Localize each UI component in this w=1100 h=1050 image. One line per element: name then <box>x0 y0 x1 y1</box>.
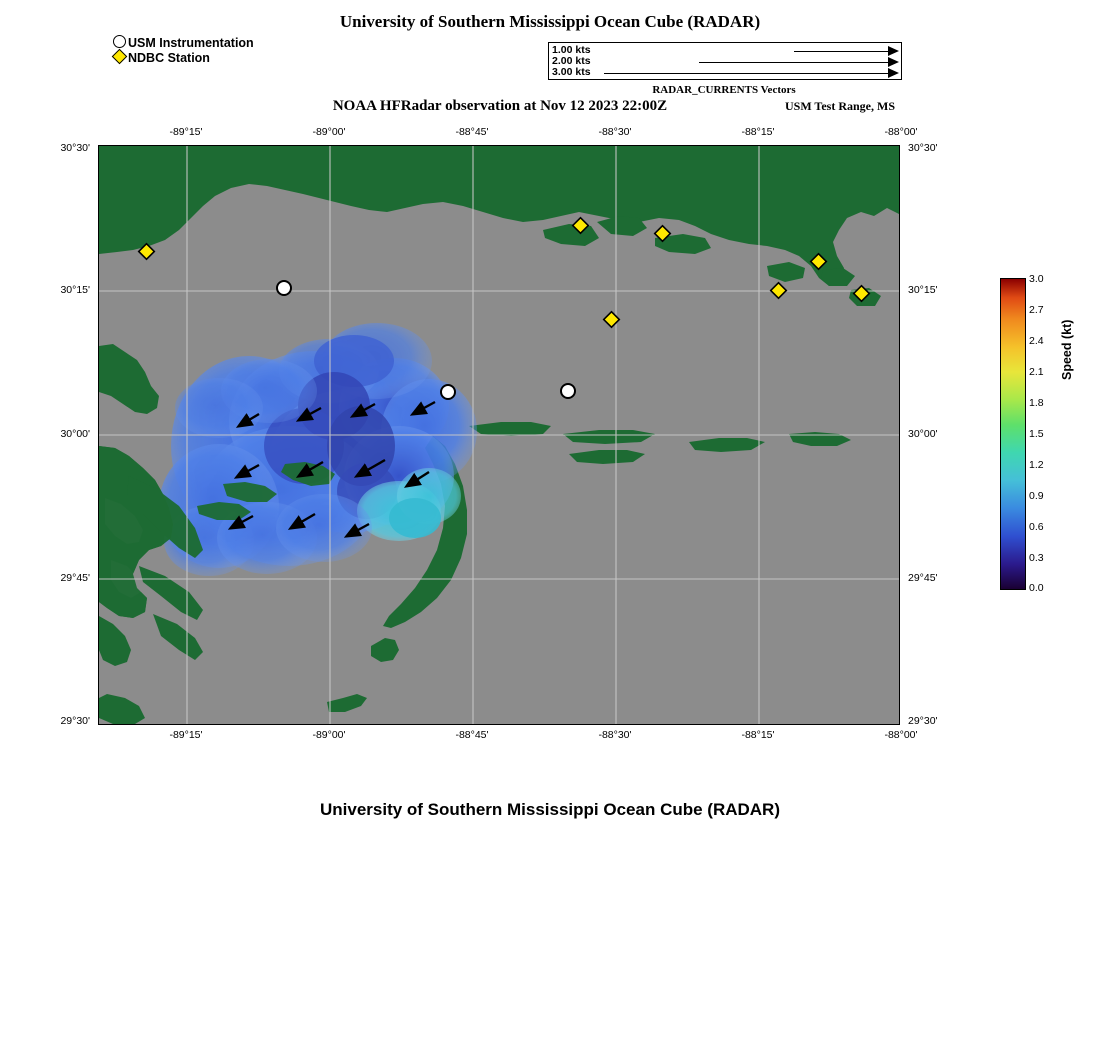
y-tick-left-1: 30°30' <box>60 142 90 154</box>
colorbar-tick-0.6: 0.6 <box>1029 521 1044 533</box>
vector-key-arrowhead-3 <box>888 68 899 78</box>
y-tick-right-1: 30°30' <box>908 142 938 154</box>
y-tick-right-3: 30°00' <box>908 428 938 440</box>
vector-key-label-3: 3.00 kts <box>552 66 591 78</box>
range-title: USM Test Range, MS <box>784 99 895 113</box>
x-tick-top-4: -88°30' <box>598 126 632 138</box>
x-tick-top-3: -88°45' <box>455 126 489 138</box>
colorbar-title: Speed (kt) <box>1060 319 1074 380</box>
page-title: University of Southern Mississippi Ocean Cube (RADAR) <box>339 12 761 31</box>
x-tick-bottom-2: -89°00' <box>312 729 346 741</box>
vector-key-label-1: 1.00 kts <box>552 44 591 56</box>
y-tick-right-4: 29°45' <box>908 572 938 584</box>
vector-key-line-2 <box>699 62 889 63</box>
x-tick-top-1: -89°15' <box>169 126 203 138</box>
y-tick-left-4: 29°45' <box>60 572 90 584</box>
x-tick-bottom-3: -88°45' <box>455 729 489 741</box>
legend-label-ndbc: NDBC Station <box>128 51 210 65</box>
vector-key-arrowhead-1 <box>888 46 899 56</box>
legend-item-ndbc-station <box>110 51 254 66</box>
y-tick-left-3: 30°00' <box>60 428 90 440</box>
x-tick-top-2: -89°00' <box>312 126 346 138</box>
x-tick-bottom-6: -88°00' <box>884 729 918 741</box>
vector-key-arrowhead-2 <box>888 57 899 67</box>
colorbar-tick-2.1: 2.1 <box>1029 366 1044 378</box>
x-tick-top-6: -88°00' <box>884 126 918 138</box>
x-tick-bottom-1: -89°15' <box>169 729 203 741</box>
observation-title: NOAA HFRadar observation at Nov 12 2023 22:00Z <box>332 98 668 114</box>
colorbar-tick-2.4: 2.4 <box>1029 335 1044 347</box>
y-tick-right-5: 29°30' <box>908 715 938 727</box>
colorbar-tick-1.8: 1.8 <box>1029 397 1044 409</box>
colorbar-tick-3.0: 3.0 <box>1029 273 1044 285</box>
vector-key-line-1 <box>794 51 889 52</box>
y-tick-left-5: 29°30' <box>60 715 90 727</box>
map-legend <box>110 36 254 66</box>
diamond-icon <box>110 51 128 66</box>
vector-key-caption: RADAR_CURRENTS Vectors <box>652 84 796 96</box>
colorbar-tick-1.2: 1.2 <box>1029 459 1044 471</box>
colorbar-tick-0.9: 0.9 <box>1029 490 1044 502</box>
legend-item-usm-instrumentation <box>110 36 254 51</box>
x-tick-top-5: -88°15' <box>741 126 775 138</box>
colorbar-tick-1.5: 1.5 <box>1029 428 1044 440</box>
legend-label-usm: USM Instrumentation <box>128 36 254 50</box>
colorbar <box>1000 273 1044 594</box>
colorbar-tick-2.7: 2.7 <box>1029 304 1044 316</box>
vector-key-row-3 <box>549 67 901 79</box>
vector-scale-key <box>548 42 902 80</box>
vector-key-label-2: 2.00 kts <box>552 55 591 67</box>
y-tick-left-2: 30°15' <box>60 284 90 296</box>
vector-key-line-3 <box>604 73 889 74</box>
colorbar-tick-0.0: 0.0 <box>1029 582 1044 594</box>
colorbar-tick-0.3: 0.3 <box>1029 552 1044 564</box>
y-tick-right-2: 30°15' <box>908 284 938 296</box>
colorbar-gradient <box>1000 273 1044 594</box>
x-tick-bottom-5: -88°15' <box>741 729 775 741</box>
footer-title: University of Southern Mississippi Ocean Cube (RADAR) <box>319 800 780 819</box>
x-tick-bottom-4: -88°30' <box>598 729 632 741</box>
map-canvas[interactable] <box>98 145 900 725</box>
